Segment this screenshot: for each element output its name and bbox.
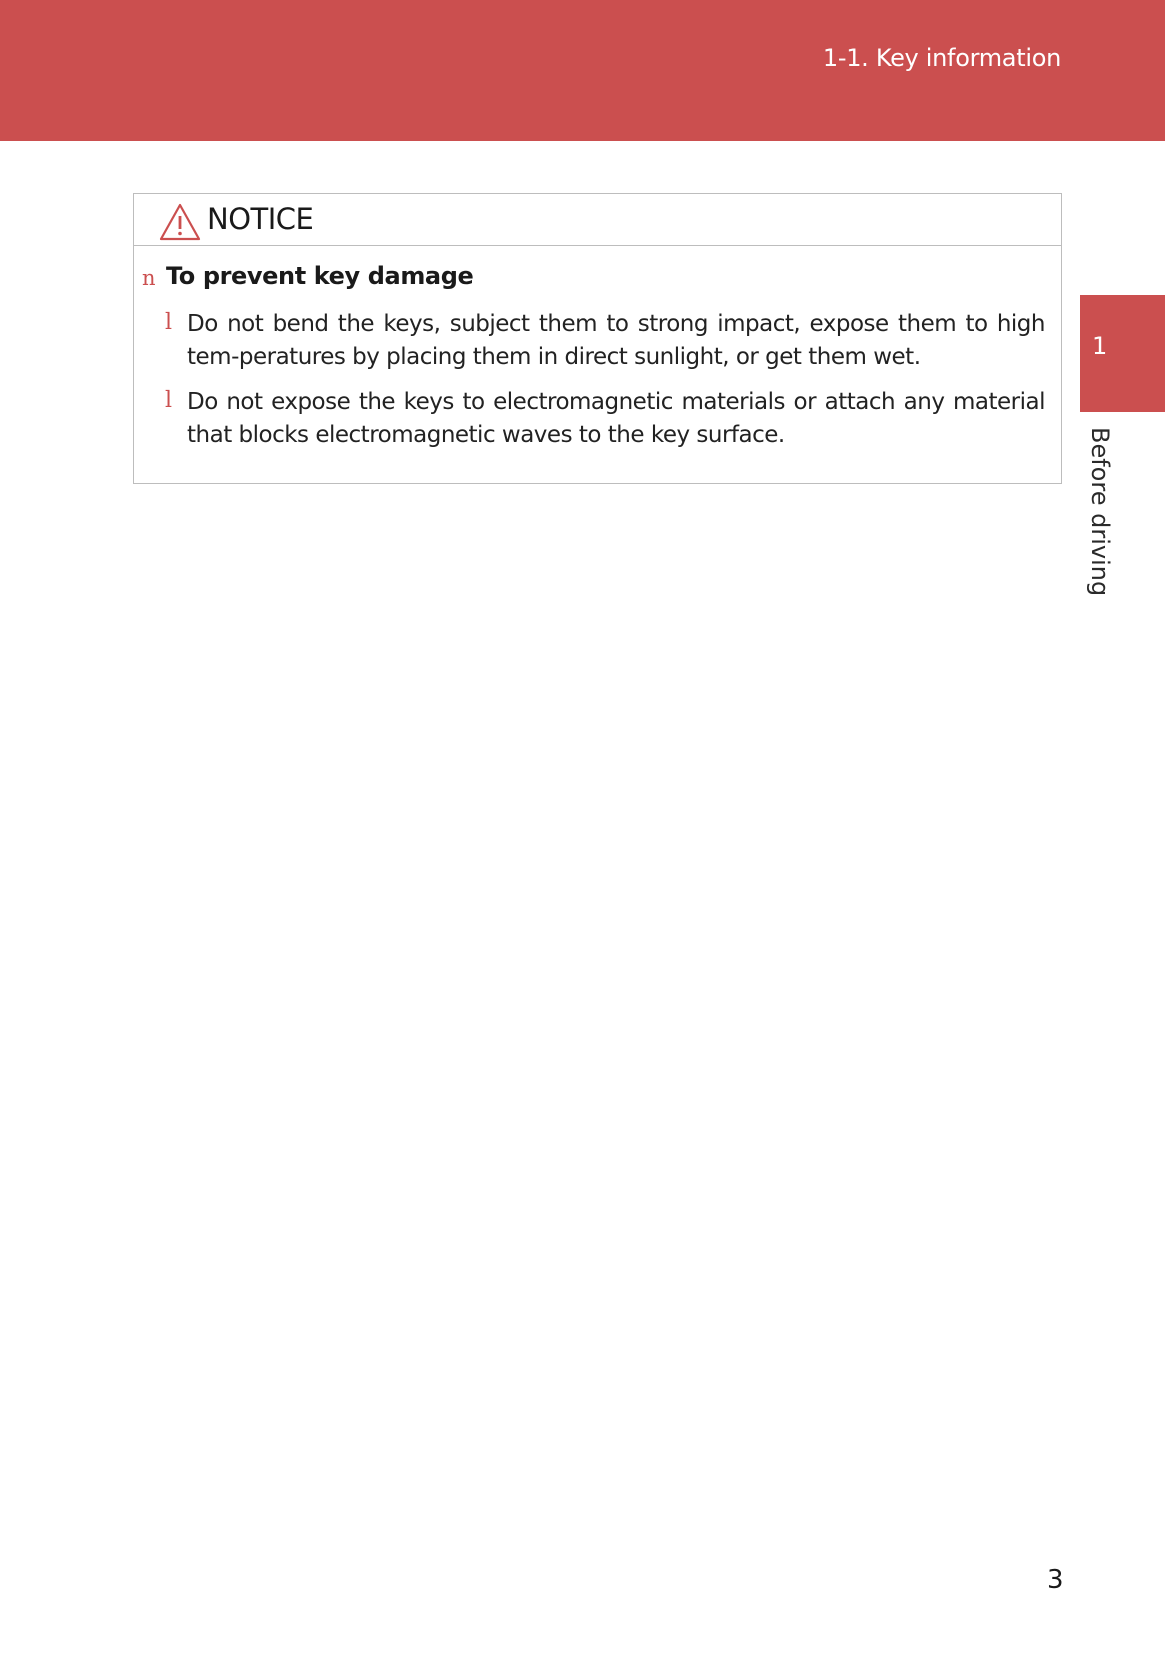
notice-header bbox=[134, 194, 1061, 246]
header-band bbox=[0, 0, 1165, 141]
chapter-label: Before driving bbox=[1086, 427, 1114, 597]
notice-title: NOTICE bbox=[207, 202, 314, 236]
page-number: 3 bbox=[1047, 1565, 1064, 1595]
item-text: Do not bend the keys, subject them to strong impact, expose them to high tem-peratures by placing them in direct sunlight, or get them wet. bbox=[187, 311, 1045, 370]
item-bullet: l bbox=[165, 388, 173, 413]
chapter-tab[interactable] bbox=[1080, 295, 1165, 412]
section-title: 1-1. Key information bbox=[822, 44, 1061, 72]
section-bullet: n bbox=[142, 266, 156, 290]
warning-triangle-icon bbox=[158, 202, 202, 242]
notice-box bbox=[133, 193, 1062, 484]
item-text: Do not expose the keys to electromagnetic materials or attach any material that blocks electromagnetic waves to the key surface. bbox=[187, 389, 1045, 448]
chapter-number: 1 bbox=[1092, 332, 1108, 360]
item-bullet: l bbox=[165, 310, 173, 335]
section-heading: To prevent key damage bbox=[166, 262, 474, 290]
